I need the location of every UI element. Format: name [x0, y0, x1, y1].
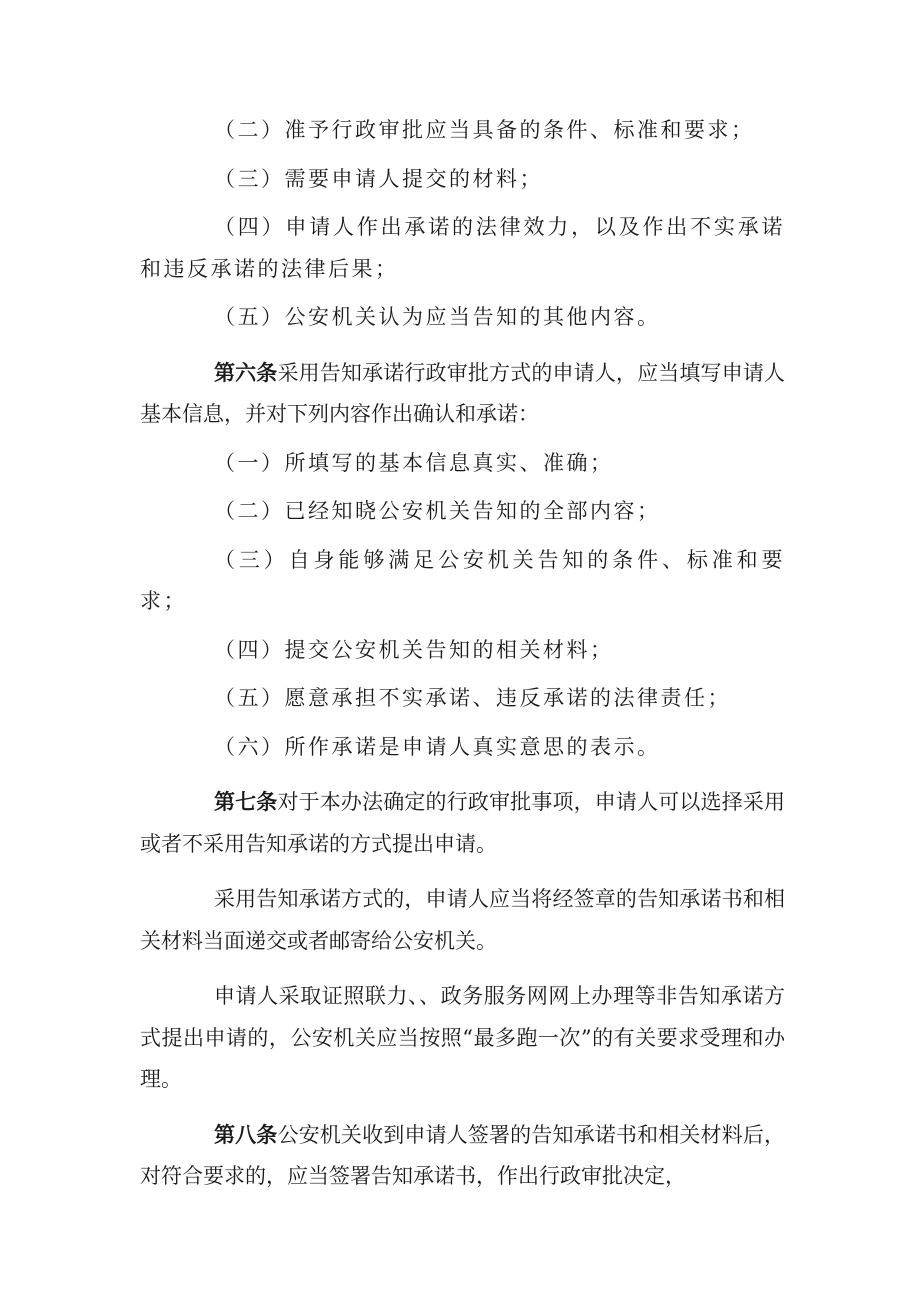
article-heading: 第六条	[214, 360, 278, 385]
paragraph-text: （二）已经知晓公安机关告知的全部内容；	[214, 499, 661, 523]
article-heading: 第七条	[214, 790, 278, 814]
article-paragraph	[140, 782, 785, 865]
article-paragraph	[140, 353, 785, 436]
list-item	[140, 159, 785, 201]
list-item	[140, 110, 785, 152]
list-item	[140, 540, 785, 623]
paragraph-text: （四）提交公安机关告知的相关材料；	[214, 637, 614, 662]
paragraph-text: （五）愿意承担不实承诺、违反承诺的法律责任；	[214, 686, 731, 710]
paragraph-text: （五）公安机关认为应当告知的其他内容。	[214, 305, 661, 329]
article-heading: 第八条	[214, 1122, 278, 1147]
paragraph-text: （一）所填写的基本信息真实、准确；	[214, 450, 614, 475]
list-item	[140, 491, 785, 533]
list-item	[140, 678, 785, 720]
paragraph-text: （三）自身能够满足公安机关告知的条件、标准和要求；	[140, 547, 785, 613]
list-item	[140, 727, 785, 769]
body-paragraph	[140, 879, 785, 962]
list-item	[140, 207, 785, 290]
paragraph-text: 公安机关收到申请人签署的告知承诺书和相关材料后，对符合要求的，应当签署告知承诺书，作出行政审批决定，	[140, 1122, 786, 1188]
document-body	[140, 110, 785, 1198]
list-item	[140, 297, 785, 339]
paragraph-text: 采用告知承诺行政审批方式的申请人，应当填写申请人基本信息，并对下列内容作出确认和承诺：	[140, 360, 786, 426]
paragraph-text: （二）准予行政审批应当具备的条件、标准和要求；	[214, 118, 755, 142]
list-item	[140, 630, 785, 672]
list-item	[140, 443, 785, 485]
paragraph-text: （六）所作承诺是申请人真实意思的表示。	[214, 734, 661, 759]
article-paragraph	[140, 1115, 785, 1198]
paragraph-text: 采用告知承诺方式的，申请人应当将经签章的告知承诺书和相关材料当面递交或者邮寄给公安机关。	[140, 887, 785, 953]
paragraph-text: 申请人采取证照联力、、政务服务网网上办理等非告知承诺方式提出申请的，公安机关应当按照“最多跑一次”的有关要求受理和办理。	[140, 984, 785, 1091]
paragraph-text: （四）申请人作出承诺的法律效力，以及作出不实承诺和违反承诺的法律后果；	[140, 215, 785, 281]
body-paragraph	[140, 976, 785, 1101]
paragraph-text: （三）需要申请人提交的材料；	[214, 166, 543, 191]
paragraph-text: 对于本办法确定的行政审批事项，申请人可以选择采用或者不采用告知承诺的方式提出申请。	[140, 790, 786, 856]
